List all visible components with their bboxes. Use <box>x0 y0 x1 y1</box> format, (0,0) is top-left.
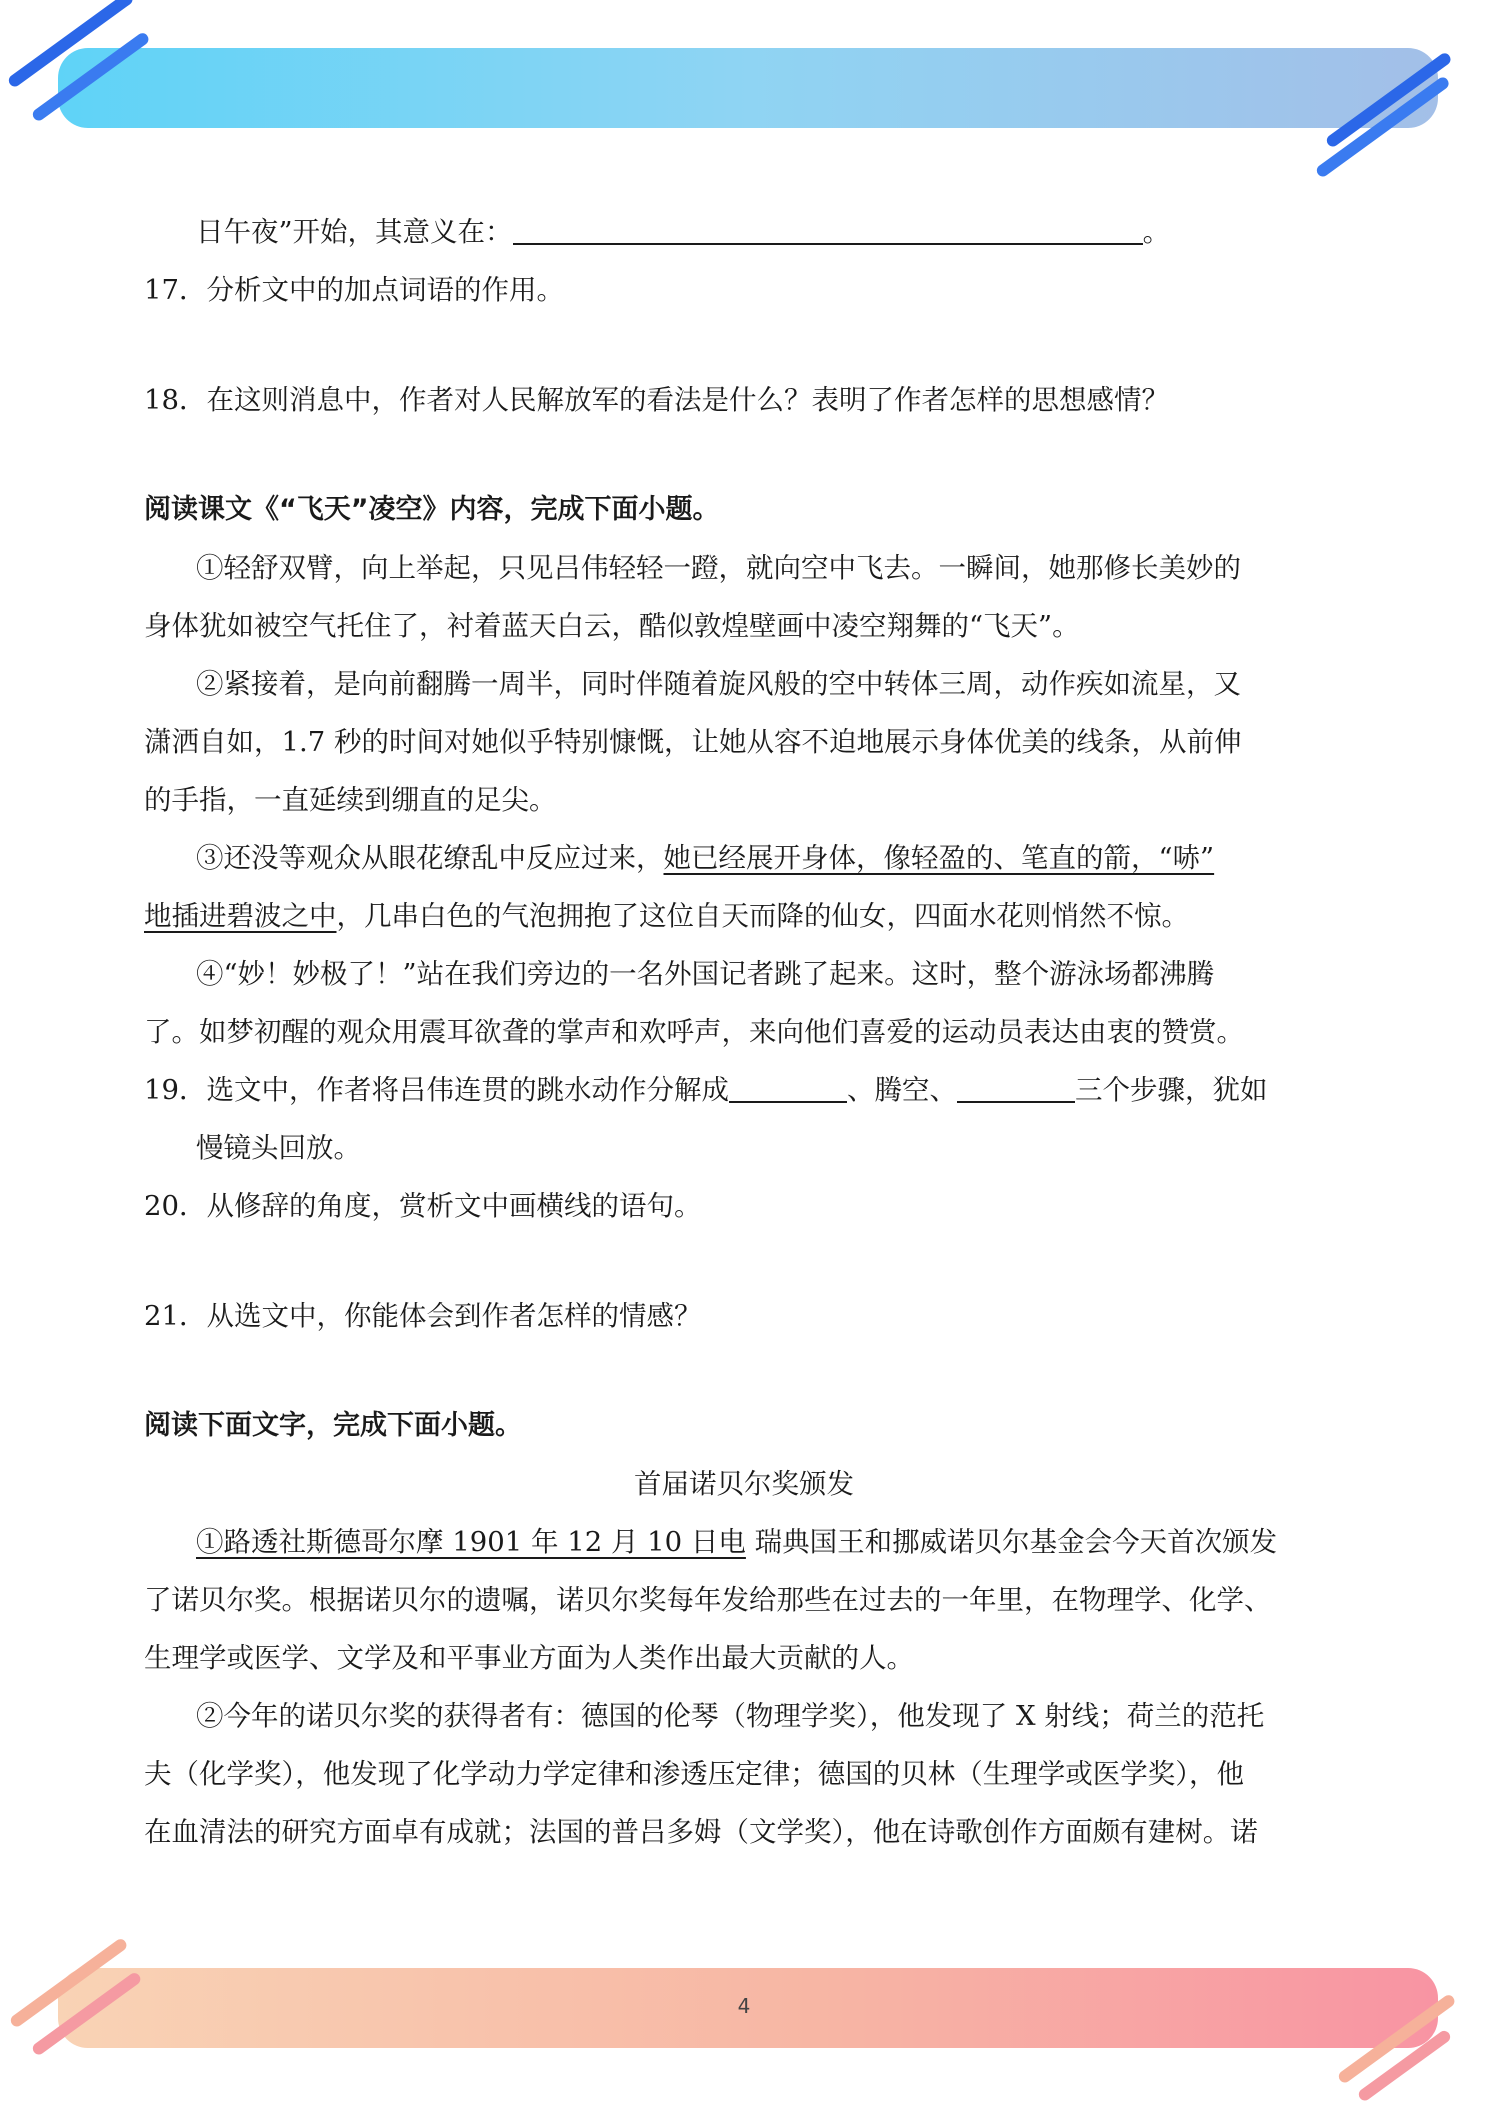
section-heading: 阅读下面文字，完成下面小题。 <box>144 1410 522 1441</box>
paragraph-line: 在血清法的研究方面卓有成就；法国的普吕多姆（文学奖），他在诗歌创作方面颇有建树。诺 <box>144 1816 1258 1848</box>
paragraph-line: 身体犹如被空气托住了，衬着蓝天白云，酷似敦煌壁画中凌空翔舞的“飞天”。 <box>144 610 1080 642</box>
paragraph-line: ①轻舒双臂，向上举起，只见吕伟轻轻一蹬，就向空中飞去。一瞬间，她那修长美妙的 <box>196 552 1241 584</box>
paragraph-line: 了诺贝尔奖。根据诺贝尔的遗嘱，诺贝尔奖每年发给那些在过去的一年里，在物理学、化学、 <box>144 1584 1272 1616</box>
question-17: 17．分析文中的加点词语的作用。 <box>144 274 564 306</box>
paragraph-line: 了。如梦初醒的观众用震耳欲聋的掌声和欢呼声，来向他们喜爱的运动员表达由衷的赞赏。 <box>144 1016 1244 1048</box>
paragraph-line: 生理学或医学、文学及和平事业方面为人类作出最大贡献的人。 <box>144 1642 914 1674</box>
answer-blank[interactable] <box>513 213 1143 245</box>
question-21: 21．从选文中，你能体会到作者怎样的情感？ <box>144 1300 702 1332</box>
paragraph-line: ②紧接着，是向前翻腾一周半，同时伴随着旋风般的空中转体三周，动作疾如流星，又 <box>196 668 1241 700</box>
underlined-sentence: 她已经展开身体，像轻盈的、笔直的箭，“哧” <box>663 842 1215 874</box>
paragraph-line: 的手指，一直延续到绷直的足尖。 <box>144 784 557 816</box>
question-20: 20．从修辞的角度，赏析文中画横线的语句。 <box>144 1190 702 1222</box>
question-19: 19．选文中，作者将吕伟连贯的跳水动作分解成 、腾空、 三个步骤，犹如 <box>144 1070 1344 1110</box>
paragraph-line: 潇洒自如，1.7 秒的时间对她似乎特别慷慨，让她从容不迫地展示身体优美的线条，从前伸 <box>144 726 1242 758</box>
answer-blank[interactable] <box>729 1071 847 1103</box>
header-banner <box>58 48 1438 128</box>
underlined-sentence: 地插进碧波之中 <box>144 900 337 932</box>
question-19-continuation: 慢镜头回放。 <box>196 1132 361 1164</box>
paragraph-line: ①路透社斯德哥尔摩 1901 年 12 月 10 日电 瑞典国王和挪威诺贝尔基金会今天首次颁发 <box>196 1526 1278 1558</box>
article-title: 首届诺贝尔奖颁发 <box>634 1468 854 1500</box>
paragraph-line: ②今年的诺贝尔奖的获得者有：德国的伦琴（物理学奖），他发现了 X 射线；荷兰的范托 <box>196 1700 1265 1732</box>
answer-blank[interactable] <box>957 1071 1075 1103</box>
paragraph-line: ③还没等观众从眼花缭乱中反应过来，她已经展开身体，像轻盈的、笔直的箭，“哧” <box>196 842 1215 874</box>
paragraph-line: 夫（化学奖），他发现了化学动力学定律和渗透压定律；德国的贝林（生理学或医学奖），他 <box>144 1758 1244 1790</box>
paragraph-line: ④“妙！妙极了！”站在我们旁边的一名外国记者跳了起来。这时，整个游泳场都沸腾 <box>196 958 1215 990</box>
page-number: 4 <box>737 1994 751 2018</box>
underlined-dateline: ①路透社斯德哥尔摩 1901 年 12 月 10 日电 <box>196 1526 746 1558</box>
section-heading: 阅读课文《“飞天”凌空》内容，完成下面小题。 <box>144 494 720 525</box>
q16-continuation: 日午夜”开始，其意义在： 。 <box>196 212 1396 252</box>
question-18: 18．在这则消息中，作者对人民解放军的看法是什么？表明了作者怎样的思想感情？ <box>144 384 1169 416</box>
paragraph-line: 地插进碧波之中，几串白色的气泡拥抱了这位自天而降的仙女，四面水花则悄然不惊。 <box>144 900 1189 932</box>
